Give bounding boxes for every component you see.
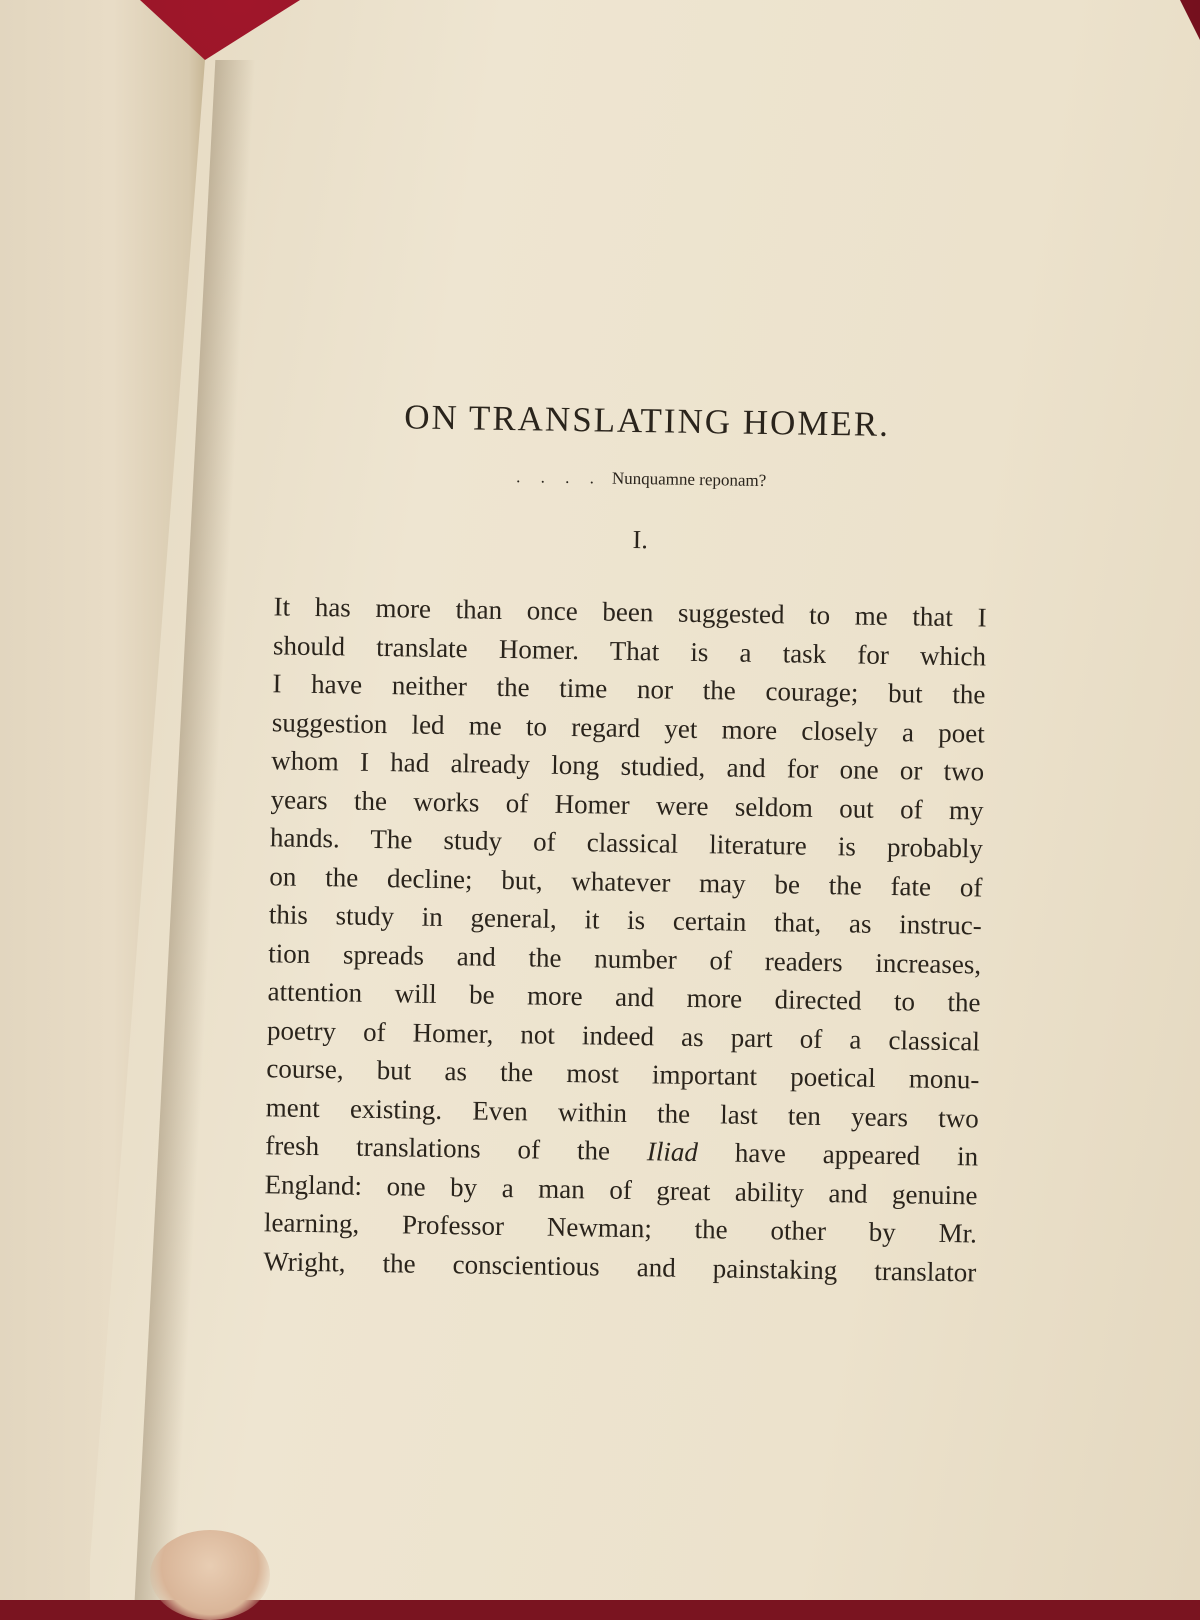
text-line: ment existing. Even within the last ten years two (265, 1091, 979, 1133)
page-title: ON TRANSLATING HOMER. (404, 397, 891, 444)
text-line: tion spreads and the number of readers increases, (268, 937, 982, 979)
body-paragraph (241, 587, 987, 1291)
epigraph (254, 463, 989, 495)
text-line: England: one by a man of great ability and genuine (264, 1168, 978, 1210)
text-line: should translate Homer. That is a task for which (272, 629, 987, 672)
text-line: Wright, the conscientious and painstaking translator (263, 1245, 977, 1287)
text-segment: have appeared in (734, 1137, 979, 1172)
epigraph-text: Nunquamne reponam? (611, 468, 767, 491)
text-segment: fresh translations of the (264, 1130, 611, 1166)
text-line: hands. The study of classical literature is probably (269, 822, 984, 864)
epigraph-ellipsis: . . . . (516, 467, 603, 488)
text-line: on the decline; but, whatever may be the fate of (269, 860, 983, 902)
text-line: It has more than once been suggested to me that I (273, 591, 987, 633)
text-line: learning, Professor Newman; the other by Mr. (263, 1207, 978, 1249)
text-line: poetry of Homer, not indeed as part of a classical (266, 1014, 981, 1056)
text-line: suggestion led me to regard yet more closely a poet (271, 706, 986, 749)
text-line: I have neither the time nor the courage; but the (272, 668, 986, 710)
text-line: attention will be more and more directed to the (267, 976, 981, 1018)
section-number: I. (632, 524, 649, 555)
page-content (241, 395, 990, 1291)
text-line: whom I had already long studied, and for one or two (271, 745, 985, 787)
italic-title-iliad: Iliad (646, 1136, 699, 1168)
text-line: years the works of Homer were seldom out of my (270, 783, 984, 825)
text-line: course, but as the most important poetical monu- (266, 1053, 980, 1095)
thumb-holding-page (150, 1530, 270, 1620)
text-line: this study in general, it is certain that, as instruc- (268, 899, 982, 941)
